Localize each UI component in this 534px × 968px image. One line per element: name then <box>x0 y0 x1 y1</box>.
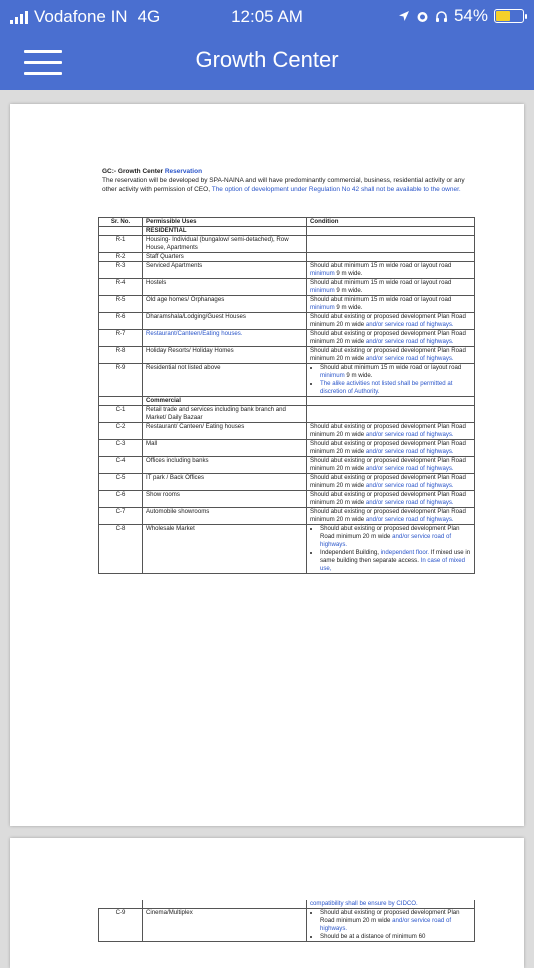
table-row <box>99 262 475 279</box>
condition <box>307 364 475 397</box>
condition <box>307 508 475 525</box>
permissible-use: Staff Quarters <box>143 253 307 262</box>
condition-text: Should be at a distance of minimum 60 <box>320 933 426 940</box>
table-row <box>99 491 475 508</box>
condition-text: Independent Building, <box>320 549 379 556</box>
condition-highlight: minimum <box>310 304 335 311</box>
permissible-use: Restaurant/Canteen/Eating houses. <box>143 330 307 347</box>
table-row <box>99 313 475 330</box>
condition <box>307 397 475 406</box>
headphones-icon <box>435 10 448 23</box>
condition-highlight: minimum <box>310 270 335 277</box>
condition <box>307 440 475 457</box>
permissible-use: Old age homes/ Orphanages <box>143 296 307 313</box>
permissible-use: Mall <box>143 440 307 457</box>
permissible-use: Commercial <box>143 397 307 406</box>
condition-text: 9 m wide. <box>336 287 363 294</box>
permissible-use: Serviced Apartments <box>143 262 307 279</box>
permissible-use: Hostels <box>143 279 307 296</box>
condition-highlight: and/or service road of highways. <box>320 533 452 548</box>
battery-icon <box>494 9 524 23</box>
permissible-use: IT park / Back Offices <box>143 474 307 491</box>
battery-level <box>496 11 510 21</box>
location-arrow-icon <box>398 10 410 22</box>
carry-over-text: compatibility shall be ensure by CIDCO. <box>310 900 418 907</box>
condition-bullet <box>320 380 471 396</box>
intro-heading: GC:- Growth Center <box>102 168 164 175</box>
network-type: 4G <box>137 7 161 26</box>
sr-no <box>99 227 143 236</box>
condition-text: Should abut existing or proposed development Plan Road minimum 20 m wide <box>320 525 460 540</box>
permissible-use: Housing- Individual (bungalow/ semi-detached), Row House, Apartments <box>143 236 307 253</box>
condition-text: Should abut minimum 15 m wide road or layout road <box>310 279 452 286</box>
condition <box>307 253 475 262</box>
condition-bullet <box>320 549 471 573</box>
table-row <box>99 330 475 347</box>
condition-text: Should abut existing or proposed development Plan Road minimum 20 m wide <box>320 909 460 924</box>
document-intro <box>102 167 472 194</box>
condition <box>307 262 475 279</box>
condition-text: Should abut existing or proposed development Plan Road minimum 20 m wide <box>310 423 466 438</box>
sr-no: C-4 <box>99 457 143 474</box>
battery-percent: 54% <box>453 6 488 25</box>
condition-bullet <box>320 364 471 380</box>
sr-no: R-8 <box>99 347 143 364</box>
condition-text: 9 m wide. <box>346 372 373 379</box>
sr-no: C-8 <box>99 525 143 574</box>
table-row <box>99 440 475 457</box>
condition-text: Should abut existing or proposed development Plan Road minimum 20 m wide <box>310 474 466 489</box>
condition <box>307 236 475 253</box>
app-header <box>0 34 534 90</box>
sr-no: R-3 <box>99 262 143 279</box>
table-row <box>99 525 475 574</box>
permissible-use: Holiday Resorts/ Holiday Homes <box>143 347 307 364</box>
condition <box>307 313 475 330</box>
condition-highlight: and/or service road of highways. <box>365 321 454 328</box>
sr-no: C-5 <box>99 474 143 491</box>
permissible-use: Retail trade and services including bank branch and Market/ Daily Bazaar <box>143 406 307 423</box>
table-row <box>99 236 475 253</box>
table-row <box>99 423 475 440</box>
condition <box>307 347 475 364</box>
permissible-use: Automobile showrooms <box>143 508 307 525</box>
sr-no: C-7 <box>99 508 143 525</box>
condition-text: Should abut minimum 15 m wide road or layout road <box>310 296 452 303</box>
condition-text: Should abut existing or proposed development Plan Road minimum 20 m wide <box>310 491 466 506</box>
header-sr-no: Sr. No. <box>99 218 143 227</box>
permissible-use: Restaurant/ Canteen/ Eating houses <box>143 423 307 440</box>
condition <box>307 330 475 347</box>
permissible-use: Dharamshala/Lodging/Guest Houses <box>143 313 307 330</box>
sr-no: C-9 <box>99 909 143 942</box>
sr-no: R-7 <box>99 330 143 347</box>
table-row <box>99 347 475 364</box>
condition-text: Should abut existing or proposed development Plan Road minimum 20 m wide <box>310 347 466 362</box>
condition-text: Should abut minimum 15 m wide road or layout road <box>320 364 462 371</box>
condition-highlight: and/or service road of highways. <box>365 338 454 345</box>
condition-bullet <box>320 525 471 549</box>
condition-highlight: and/or service road of highways. <box>365 355 454 362</box>
table-row <box>99 900 475 909</box>
document-page-1[interactable] <box>10 104 524 826</box>
permissible-uses-table-continued <box>98 900 475 942</box>
condition <box>307 406 475 423</box>
permissible-use: RESIDENTIAL <box>143 227 307 236</box>
table-row <box>99 508 475 525</box>
condition <box>307 525 475 574</box>
alarm-icon <box>416 10 429 23</box>
sr-no: C-3 <box>99 440 143 457</box>
table-row <box>99 253 475 262</box>
condition <box>307 491 475 508</box>
condition-text: Should abut existing or proposed development Plan Road minimum 20 m wide <box>310 508 466 523</box>
condition-text: Should abut minimum 15 m wide road or layout road <box>310 262 452 269</box>
carrier-name: Vodafone IN <box>34 7 128 26</box>
sr-no: C-6 <box>99 491 143 508</box>
table-row <box>99 279 475 296</box>
condition-bullet <box>320 933 471 941</box>
condition-highlight: minimum <box>310 287 335 294</box>
sr-no: R-6 <box>99 313 143 330</box>
condition-text: Should abut existing or proposed development Plan Road minimum 20 m wide <box>310 330 466 345</box>
condition <box>307 423 475 440</box>
condition-highlight: In case of mixed use, <box>320 557 465 572</box>
condition <box>307 296 475 313</box>
permissible-use: Offices including banks <box>143 457 307 474</box>
condition-text: Should abut existing or proposed development Plan Road minimum 20 m wide <box>310 440 466 455</box>
condition-highlight: and/or service road of highways. <box>365 499 454 506</box>
condition <box>307 909 475 942</box>
condition-text: 9 m wide. <box>336 270 363 277</box>
condition-text: Should abut existing or proposed development Plan Road minimum 20 m wide <box>310 313 466 328</box>
sr-no: R-5 <box>99 296 143 313</box>
condition-highlight: and/or service road of highways. <box>365 482 454 489</box>
document-page-2[interactable] <box>10 838 524 968</box>
intro-text: The reservation will be developed by SPA-NAINA and will have predominantly commercial, business, residential activity or any other activity with permission of CEO, <box>102 177 465 193</box>
table-row <box>99 364 475 397</box>
condition <box>307 474 475 491</box>
sr-no: R-1 <box>99 236 143 253</box>
status-bar <box>0 0 534 34</box>
condition-bullet <box>320 909 471 933</box>
permissible-use: Show rooms <box>143 491 307 508</box>
header-condition: Condition <box>307 218 475 227</box>
condition-text: 9 m wide. <box>336 304 363 311</box>
condition <box>307 227 475 236</box>
condition <box>307 457 475 474</box>
permissible-use: Wholesale Market <box>143 525 307 574</box>
condition-highlight: and/or service road of highways. <box>365 431 454 438</box>
condition <box>307 279 475 296</box>
permissible-use: Cinema/Multiplex <box>143 909 307 942</box>
condition-highlight: and/or service road of highways. <box>365 465 454 472</box>
condition-highlight: minimum <box>320 372 345 379</box>
condition-highlight: and/or service road of highways. <box>365 448 454 455</box>
sr-no: C-2 <box>99 423 143 440</box>
clock: 12:05 AM <box>231 7 303 26</box>
header-permissible-uses: Permissible Uses <box>143 218 307 227</box>
status-icons <box>398 6 524 26</box>
condition-highlight: independent floor. <box>380 549 430 556</box>
intro-text-link: The option of development under Regulation No 42 shall not be available to the owner. <box>211 186 461 193</box>
table-row <box>99 474 475 491</box>
permissible-uses-table <box>98 217 475 574</box>
sr-no: C-1 <box>99 406 143 423</box>
sr-no <box>99 397 143 406</box>
condition-highlight: and/or service road of highways. <box>365 516 454 523</box>
page-title: Growth Center <box>195 47 339 72</box>
table-header <box>99 218 475 227</box>
table-row <box>99 457 475 474</box>
table-row <box>99 227 475 236</box>
permissible-use: Residential not listed above <box>143 364 307 397</box>
intro-heading-link: Reservation <box>164 168 203 175</box>
table-row <box>99 406 475 423</box>
table-row <box>99 909 475 942</box>
table-row <box>99 296 475 313</box>
sr-no: R-2 <box>99 253 143 262</box>
condition-text: If mixed use in same building then separate access. <box>320 549 471 564</box>
sr-no: R-4 <box>99 279 143 296</box>
condition-highlight: and/or service road of highways. <box>320 917 452 932</box>
condition-highlight: The alike activities not listed shall be permitted at discretion of Authority. <box>320 380 453 395</box>
condition-text: Should abut existing or proposed development Plan Road minimum 20 m wide <box>310 457 466 472</box>
sr-no: R-9 <box>99 364 143 397</box>
table-row <box>99 397 475 406</box>
